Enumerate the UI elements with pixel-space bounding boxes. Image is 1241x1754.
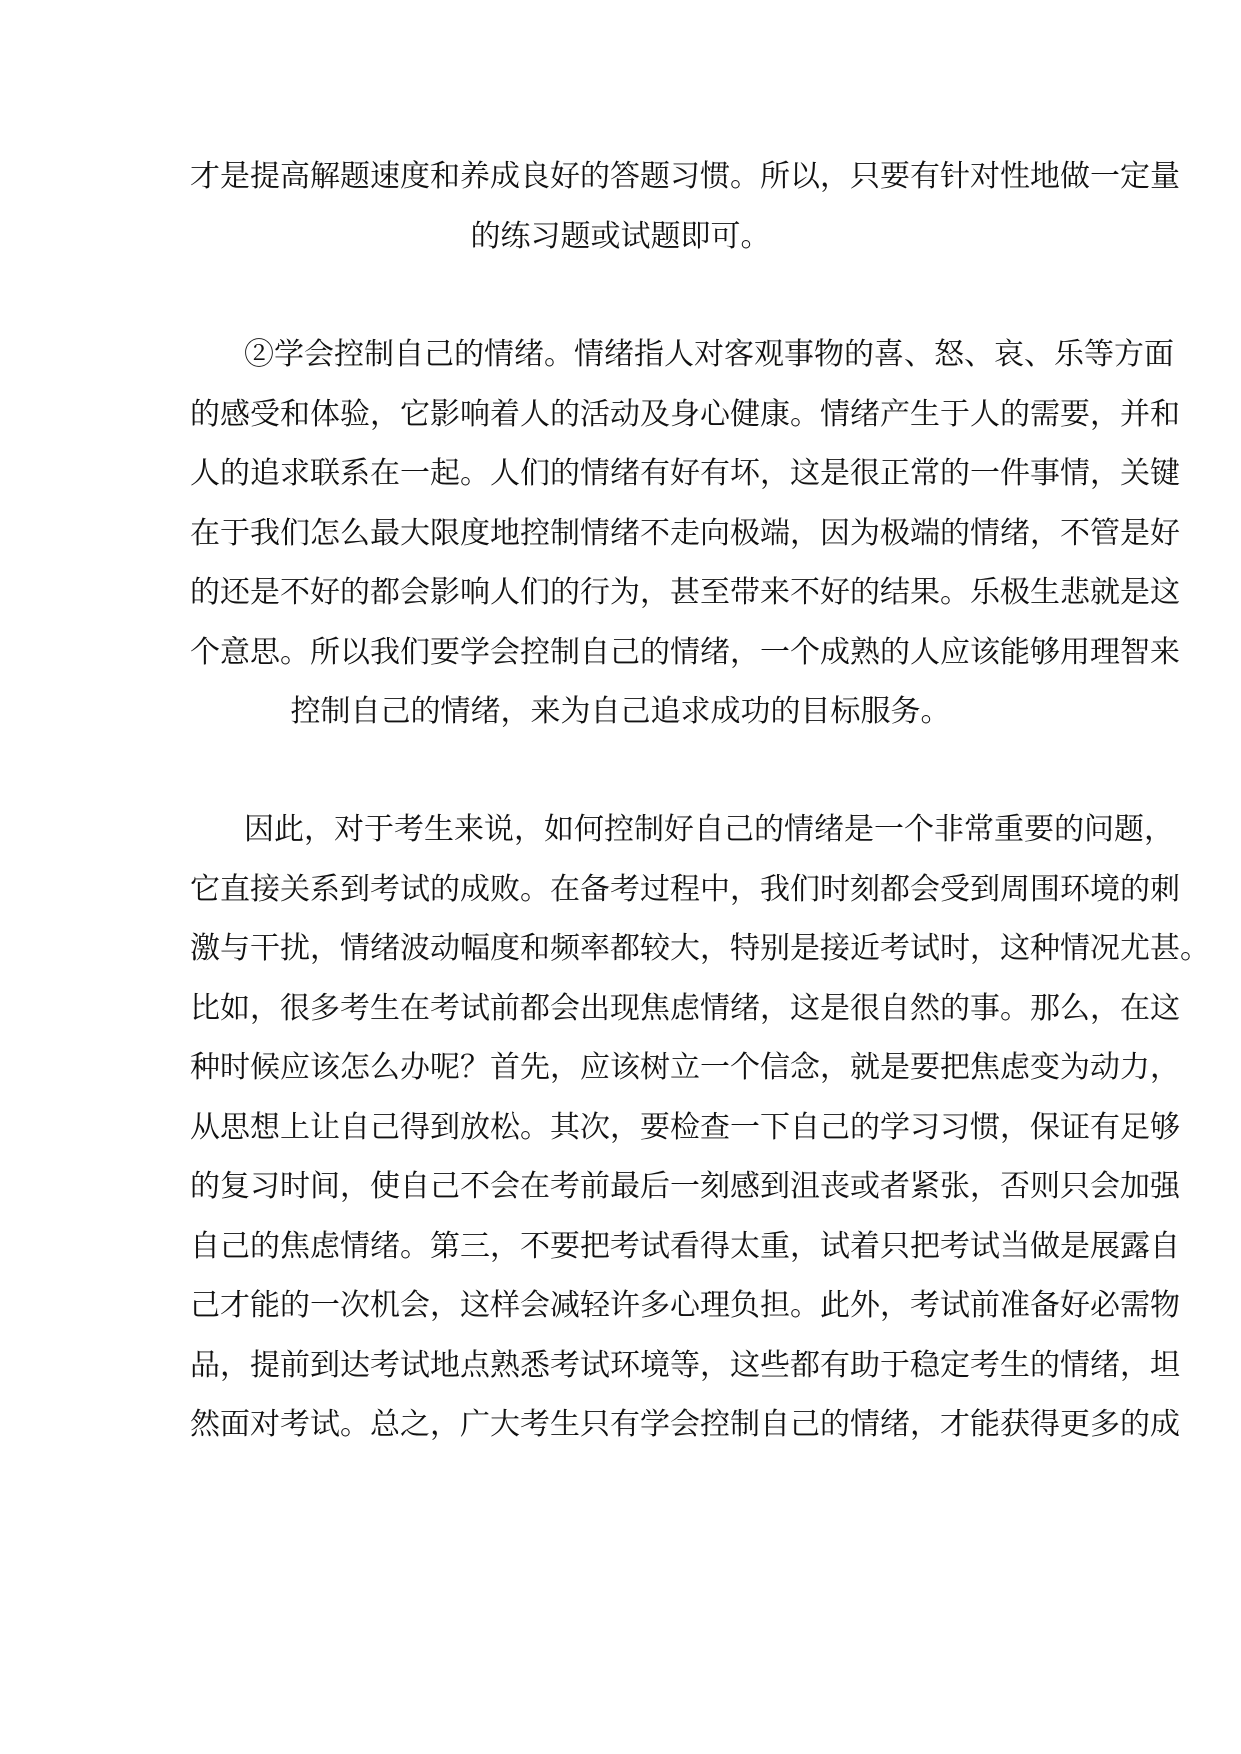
paragraph-line: 它直接关系到考试的成败。在备考过程中，我们时刻都会受到周围环境的刺	[190, 872, 1180, 907]
paragraph-line: 自己的焦虑情绪。第三，不要把考试看得太重，试着只把考试当做是展露自	[190, 1229, 1180, 1264]
paragraph-line: 个意思。所以我们要学会控制自己的情绪，一个成熟的人应该能够用理智来	[190, 635, 1180, 670]
paragraph-line: 控制自己的情绪，来为自己追求成功的目标服务。	[290, 694, 951, 729]
paragraph-line: 才是提高解题速度和养成良好的答题习惯。所以，只要有针对性地做一定量	[190, 159, 1180, 194]
paragraph-line: 因此，对于考生来说，如何控制好自己的情绪是一个非常重要的问题，	[244, 812, 1174, 847]
paragraph-line: 种时候应该怎么办呢？首先，应该树立一个信念，就是要把焦虑变为动力，	[190, 1050, 1180, 1085]
paragraph-line: 人的追求联系在一起。人们的情绪有好有坏，这是很正常的一件事情，关键	[190, 456, 1180, 491]
paragraph-line: 的感受和体验，它影响着人的活动及身心健康。情绪产生于人的需要，并和	[190, 397, 1180, 432]
paragraph-line: 激与干扰，情绪波动幅度和频率都较大，特别是接近考试时，这种情况尤甚。	[190, 931, 1210, 966]
paragraph-line: 在于我们怎么最大限度地控制情绪不走向极端，因为极端的情绪，不管是好	[190, 516, 1180, 551]
paragraph-line: 的复习时间，使自己不会在考前最后一刻感到沮丧或者紧张，否则只会加强	[190, 1169, 1180, 1204]
paragraph-line: 的练习题或试题即可。	[470, 219, 771, 254]
paragraph-line: 从思想上让自己得到放松。其次，要检查一下自己的学习习惯，保证有足够	[190, 1110, 1180, 1145]
paragraph-line: ②学会控制自己的情绪。情绪指人对客观事物的喜、怒、哀、乐等方面	[244, 337, 1174, 372]
paragraph-line: 的还是不好的都会影响人们的行为，甚至带来不好的结果。乐极生悲就是这	[190, 575, 1180, 610]
paragraph-line: 己才能的一次机会，这样会减轻许多心理负担。此外，考试前准备好必需物	[190, 1288, 1180, 1323]
paragraph-line: 比如，很多考生在考试前都会出现焦虑情绪，这是很自然的事。那么，在这	[190, 991, 1180, 1026]
paragraph-line: 然面对考试。总之，广大考生只有学会控制自己的情绪，才能获得更多的成	[190, 1407, 1180, 1442]
paragraph-line: 品，提前到达考试地点熟悉考试环境等，这些都有助于稳定考生的情绪，坦	[190, 1348, 1180, 1383]
